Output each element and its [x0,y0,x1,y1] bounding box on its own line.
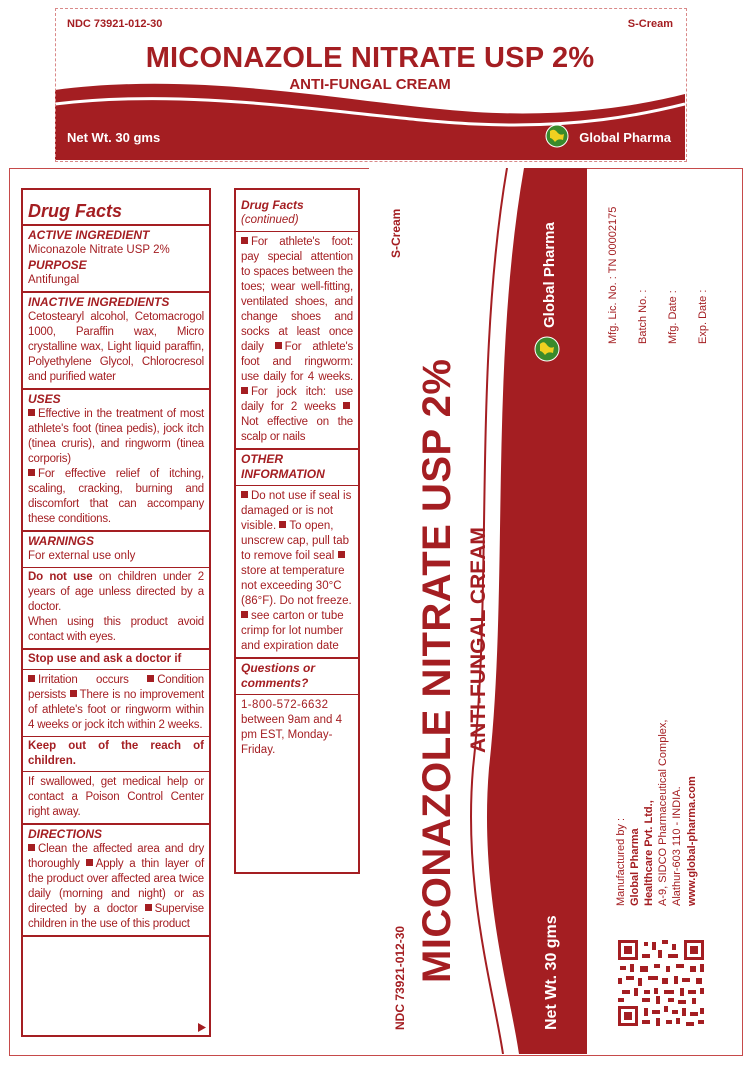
batch-no-row: Batch No. : [637,289,649,344]
bullet-square-icon [147,675,154,682]
top-s-cream: S-Cream [627,18,673,30]
drug-facts-panel-1 [21,188,211,1037]
uses-item-2: For effective relief of itching, scaling, cracking, burning and discomfort that can accompany these conditions. [28,468,204,525]
questions-heading-2: comments? [241,676,309,690]
directions-text: Clean the affected area and dry thoroughly Apply a thin layer of the product over affected area twice daily (morning and night) or as directed by a doctor Supervise children in the use of this product [28,843,204,930]
tube-globe-logo-icon [534,336,560,362]
top-ndc: NDC 73921-012-30 [67,18,163,30]
active-ingredient-text: Miconazole Nitrate USP 2% [28,244,170,256]
continued-text: For athlete's foot: pay special attention to spaces between the toes; wear well-fitting, ventilated shoes, and change shoes and socks at least once daily For athlete's foot and ringworm: use daily for 4 weeks. For jock itch: use daily for 2 weeks Not effective on the scalp or nails [241,236,353,443]
bullet-square-icon [241,237,248,244]
do-not-use-text: Do not use on children under 2 years of age unless directed by a doctor. [28,571,204,613]
bullet-square-icon [86,859,93,866]
warnings-heading: WARNINGS [28,534,94,548]
uses-item-1: Effective in the treatment of most athlete's foot (tinea pedis), jock itch (tinea cruris), and ringworm (tinea corporis) [28,408,204,465]
bullet-square-icon [241,387,248,394]
directions-heading: DIRECTIONS [28,827,103,841]
tube-net-wt: Net Wt. 30 gms [543,915,560,1030]
other-info-text: Do not use if seal is damaged or is not visible. To open, unscrew cap, pull tab to remove foil seal store at temperature not exceeding 30°C (86°F). Do not freeze. see carton or tube crimp for lot number and expiration date [241,490,352,652]
keep-out-section [23,737,209,824]
bullet-square-icon [279,521,286,528]
continue-arrow-icon [198,1023,206,1032]
bullet-square-icon [241,611,248,618]
company-line-2: Healthcare Pvt. Ltd., [643,800,655,906]
uses-heading: USES [28,392,61,406]
tube-title: MICONAZOLE NITRATE USP 2% [415,358,459,983]
warnings-text: For external use only [28,550,136,562]
other-info-heading-2: INFORMATION [241,467,325,481]
top-subtitle: ANTI-FUNGAL CREAM [289,76,451,93]
bullet-square-icon [70,690,77,697]
other-info-heading-1: OTHER [241,452,283,466]
warnings-section [23,532,209,650]
stop-use-heading: Stop use and ask a doctor if [28,653,182,665]
tube-ndc: NDC 73921-012-30 [393,925,407,1030]
address-line-2: Alathur-603 110 - INDIA. [671,786,683,906]
bullet-square-icon [338,551,345,558]
purpose-text: Antifungal [28,274,80,286]
top-brand: Global Pharma [579,130,671,145]
top-title: MICONAZOLE NITRATE USP 2% [145,42,595,74]
address-line-1: A-9, SIDCO Pharmaceutical Complex, [657,719,669,906]
drug-facts-title: Drug Facts [28,201,123,221]
bullet-square-icon [343,402,350,409]
stop-use-text: Irritation occurs Condition persists There is no improvement of athlete's foot or ringworm within 4 weeks or jock itch within 2 weeks. [28,674,204,731]
top-flap-cutline [55,8,687,162]
tube-panel [369,168,587,1054]
keep-out-heading: Keep out of the reach of children. [28,740,204,767]
website: www.global-pharma.com [686,776,698,906]
manufactured-by-label: Manufactured by : [615,817,627,906]
directions-section [23,824,209,937]
other-info-section [236,450,358,659]
keep-out-text: If swallowed, get medical help or contact a Poison Control Center right away. [28,776,204,818]
exp-date-row: Exp. Date : [697,289,709,344]
questions-heading-1: Questions or [241,661,316,675]
mfg-date-row: Mfg. Date : [667,290,679,344]
drug-facts-title-section [23,190,209,226]
tube-brand: Global Pharma [541,222,558,328]
inactive-heading: INACTIVE INGREDIENTS [28,295,170,309]
continued-section [236,190,358,450]
uses-section [23,390,209,532]
questions-section [236,659,358,761]
top-net-wt: Net Wt. 30 gms [67,130,161,145]
continued-label: (continued) [241,214,299,226]
bullet-square-icon [28,844,35,851]
bullet-square-icon [241,491,248,498]
mfg-lic-row: Mfg. Lic. No. : TN 00002175 [607,206,619,344]
inactive-text: Cetostearyl alcohol, Cetomacrogol 1000, Paraffin wax, Micro crystalline wax, Light liquid paraffin, Polyethylene Glycol, Chlorocresol and purified water [28,311,204,383]
company-line-1: Global Pharma [629,828,641,906]
active-ingredient-heading: ACTIVE INGREDIENT [28,228,150,242]
drug-facts-panel-2 [234,188,360,874]
bullet-square-icon [145,904,152,911]
drug-facts-continued-title: Drug Facts [241,198,304,212]
bullet-square-icon [275,342,282,349]
when-using-text: When using this product avoid contact with eyes. [28,616,204,643]
phone-number: 1-800-572-6632 [241,699,329,711]
purpose-heading: PURPOSE [28,258,87,272]
active-purpose-section [23,226,209,293]
bullet-square-icon [28,409,35,416]
stop-use-section [23,650,209,737]
hours-text: between 9am and 4 pm EST, Monday-Friday. [241,714,343,756]
inactive-section [23,293,209,390]
qr-code-icon [616,938,706,1028]
tube-s-cream: S-Cream [389,208,403,258]
tube-subtitle: ANTI-FUNGAL CREAM [467,527,490,753]
bullet-square-icon [28,469,35,476]
bullet-square-icon [28,675,35,682]
